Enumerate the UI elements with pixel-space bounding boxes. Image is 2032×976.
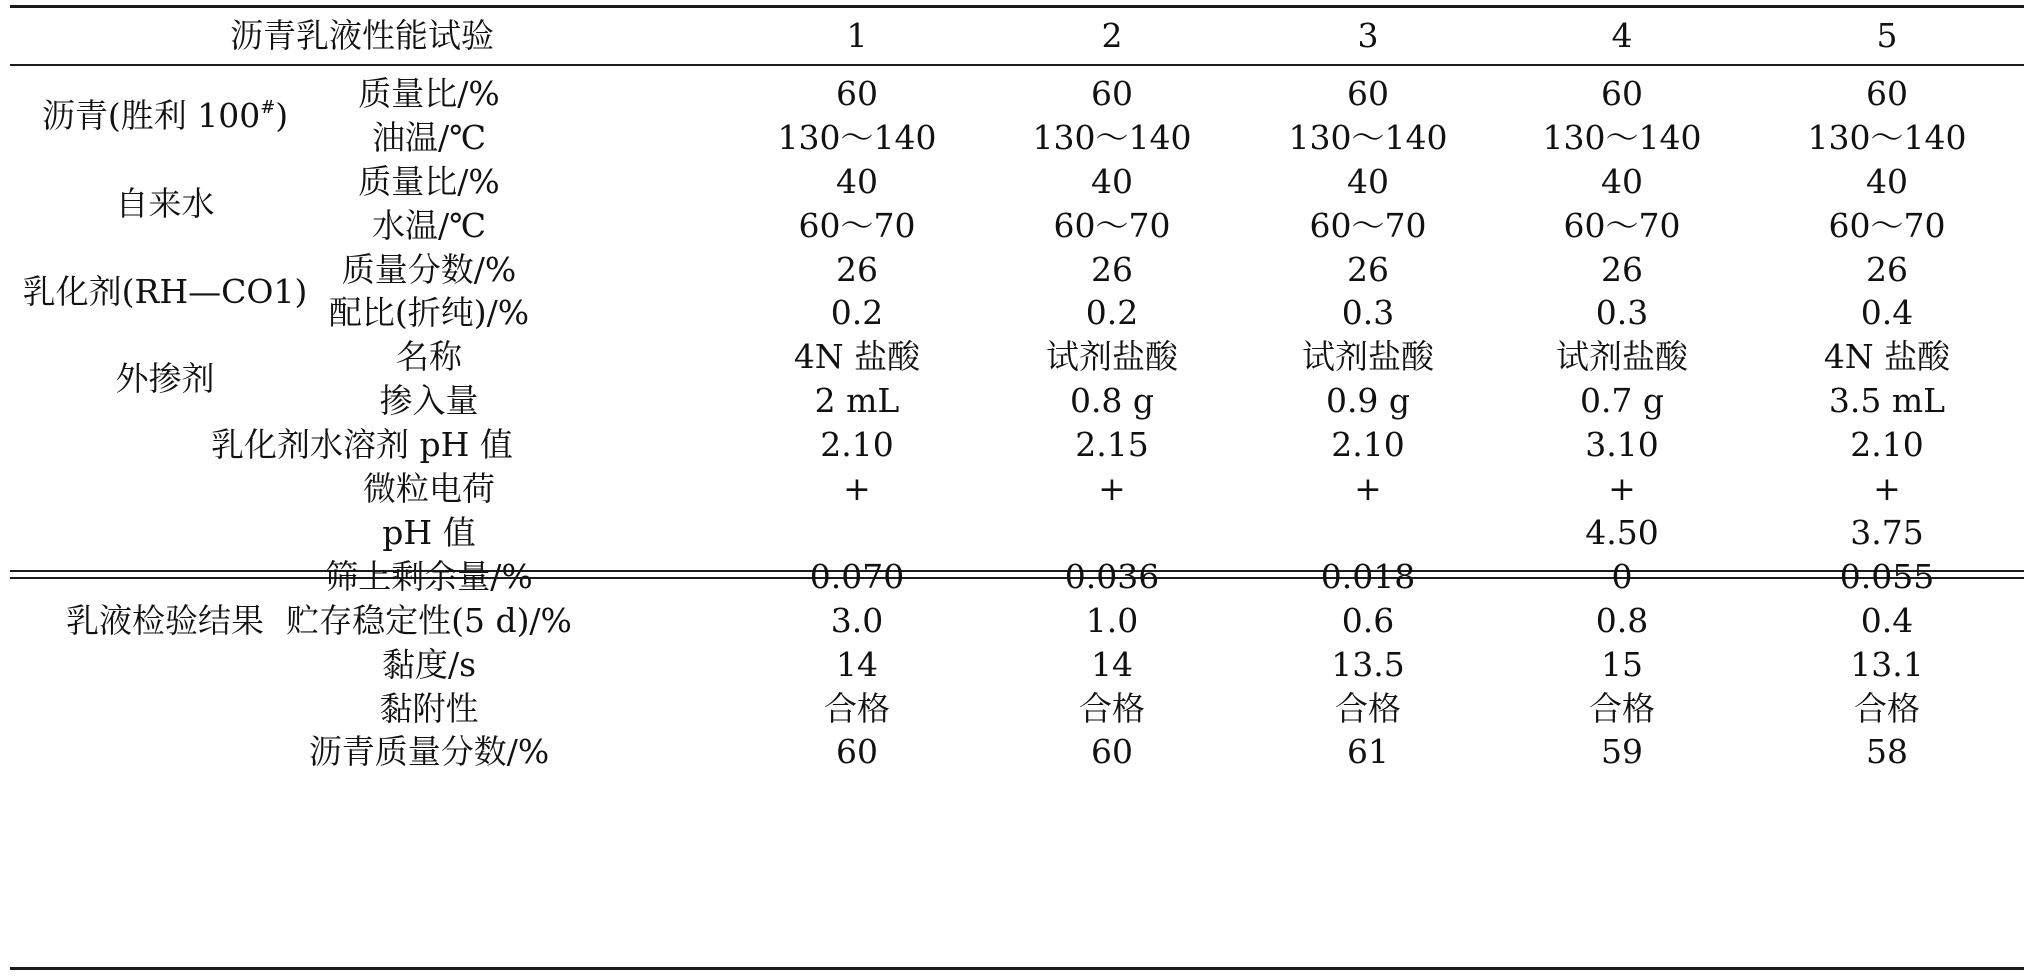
table-cell: 60～70 — [1828, 205, 1946, 245]
column-header: 1 — [846, 16, 868, 55]
table-cell: 0.070 — [809, 556, 905, 596]
bottom-rule — [10, 967, 2024, 970]
table-cell: 2.10 — [1850, 425, 1924, 465]
table-cell: 60 — [1866, 73, 1908, 113]
header-rule — [10, 64, 2024, 66]
table-cell: 60～70 — [798, 205, 916, 245]
table-cell: 合格 — [1335, 688, 1401, 728]
group-label: 外掺剂 — [115, 359, 215, 399]
table-cell: 40 — [1866, 161, 1908, 201]
table-cell: 60 — [1347, 73, 1389, 113]
table-cell: 0.7 g — [1579, 381, 1665, 421]
table-cell: 0.8 g — [1069, 381, 1155, 421]
row-parameter: 黏度/s — [381, 644, 477, 684]
header-title: 沥青乳液性能试验 — [230, 16, 494, 55]
table-cell: 0.6 — [1341, 600, 1395, 640]
table-cell: 2.10 — [1331, 425, 1405, 465]
column-header: 5 — [1876, 16, 1898, 55]
row-parameter: 沥青质量分数/% — [308, 732, 550, 772]
table-cell: 130～140 — [1807, 117, 1967, 157]
row-parameter: pH 值 — [382, 512, 476, 552]
table-cell: + — [1354, 469, 1382, 509]
table-cell: 14 — [1091, 644, 1133, 684]
table-cell: 60～70 — [1309, 205, 1427, 245]
table-cell: + — [1873, 469, 1901, 509]
table-cell: 60～70 — [1563, 205, 1681, 245]
table-cell: 4N 盐酸 — [1823, 337, 1951, 377]
row-parameter: 乳化剂水溶剂 pH 值 — [211, 425, 513, 465]
group-label-tail: ) — [275, 95, 289, 135]
table-cell: 130～140 — [1288, 117, 1448, 157]
table-cell: 0.4 — [1860, 600, 1914, 640]
table-cell: 0.055 — [1839, 556, 1935, 596]
row-parameter: 微粒电荷 — [363, 469, 495, 509]
row-parameter: 配比(折纯)/% — [328, 293, 530, 333]
table-cell: 试剂盐酸 — [1556, 337, 1688, 377]
table-cell: 26 — [1347, 249, 1389, 289]
table-cell: 13.1 — [1850, 644, 1924, 684]
row-parameter: 筛上剩余量/% — [325, 556, 533, 596]
row-parameter: 质量比/% — [358, 73, 500, 113]
table-cell: 3.5 mL — [1828, 381, 1946, 421]
table-cell: 2.10 — [820, 425, 894, 465]
table-cell: 4N 盐酸 — [793, 337, 921, 377]
table-cell: 3.0 — [830, 600, 884, 640]
table-cell: 15 — [1601, 644, 1643, 684]
table-cell: 60 — [836, 73, 878, 113]
table-cell: 130～140 — [1032, 117, 1192, 157]
table-cell: 26 — [1091, 249, 1133, 289]
row-parameter: 质量比/% — [358, 161, 500, 201]
table-cell: 0.018 — [1320, 556, 1416, 596]
table-cell: 60 — [836, 732, 878, 772]
table-cell: 130～140 — [1542, 117, 1702, 157]
table-cell: + — [1098, 469, 1126, 509]
row-parameter: 贮存稳定性(5 d)/% — [286, 600, 572, 640]
table-cell: 0.3 — [1595, 293, 1649, 333]
top-rule — [10, 5, 2024, 8]
table-cell: 60 — [1091, 732, 1133, 772]
table-cell: 0.3 — [1341, 293, 1395, 333]
table-cell: 试剂盐酸 — [1046, 337, 1178, 377]
table-cell: 58 — [1866, 732, 1908, 772]
table-cell: 2 mL — [814, 381, 900, 421]
table-cell: 26 — [836, 249, 878, 289]
group-label: 乳液检验结果 — [66, 600, 264, 640]
table-cell: 0.2 — [1085, 293, 1139, 333]
table-cell: 59 — [1601, 732, 1643, 772]
section-rule-lower — [10, 577, 2024, 579]
section-rule-upper — [10, 570, 2024, 572]
table-cell: 1.0 — [1085, 600, 1139, 640]
table-cell: + — [1608, 469, 1636, 509]
row-parameter: 名称 — [396, 337, 462, 377]
column-header: 4 — [1611, 16, 1633, 55]
row-parameter: 黏附性 — [379, 688, 479, 728]
table-cell: 0.9 g — [1325, 381, 1411, 421]
table-cell: 130～140 — [777, 117, 937, 157]
table-cell: 0.036 — [1064, 556, 1160, 596]
table-cell: 60～70 — [1053, 205, 1171, 245]
table-cell: 26 — [1601, 249, 1643, 289]
column-header: 2 — [1101, 16, 1123, 55]
row-parameter: 质量分数/% — [341, 249, 517, 289]
group-label: 沥青(胜利 100#) — [41, 95, 289, 135]
table-cell: 合格 — [1854, 688, 1920, 728]
table-cell: 60 — [1601, 73, 1643, 113]
table-cell: 14 — [836, 644, 878, 684]
table-cell: 3.10 — [1585, 425, 1659, 465]
table-cell: 合格 — [1589, 688, 1655, 728]
table-cell: 26 — [1866, 249, 1908, 289]
table-cell: 0 — [1611, 556, 1633, 596]
group-label: 乳化剂(RH—CO1) — [22, 271, 308, 311]
row-parameter: 掺入量 — [379, 381, 479, 421]
table-cell: 0.2 — [830, 293, 884, 333]
column-header: 3 — [1357, 16, 1379, 55]
table-cell: 4.50 — [1585, 512, 1659, 552]
table-cell: 3.75 — [1850, 512, 1924, 552]
table-cell: 13.5 — [1331, 644, 1405, 684]
table-cell: 2.15 — [1075, 425, 1149, 465]
table-cell: 40 — [1091, 161, 1133, 201]
table-cell: 0.8 — [1595, 600, 1649, 640]
table-cell: 0.4 — [1860, 293, 1914, 333]
table-cell: 试剂盐酸 — [1302, 337, 1434, 377]
table-cell: 61 — [1347, 732, 1389, 772]
table-cell: 40 — [1347, 161, 1389, 201]
table-cell: + — [843, 469, 871, 509]
table-cell: 40 — [1601, 161, 1643, 201]
row-parameter: 水温/℃ — [371, 205, 487, 245]
table-cell: 合格 — [1079, 688, 1145, 728]
group-label-superscript: # — [260, 96, 276, 118]
group-label: 自来水 — [115, 183, 215, 223]
row-parameter: 油温/℃ — [371, 117, 487, 157]
table-cell: 合格 — [824, 688, 890, 728]
table-cell: 60 — [1091, 73, 1133, 113]
table-cell: 40 — [836, 161, 878, 201]
